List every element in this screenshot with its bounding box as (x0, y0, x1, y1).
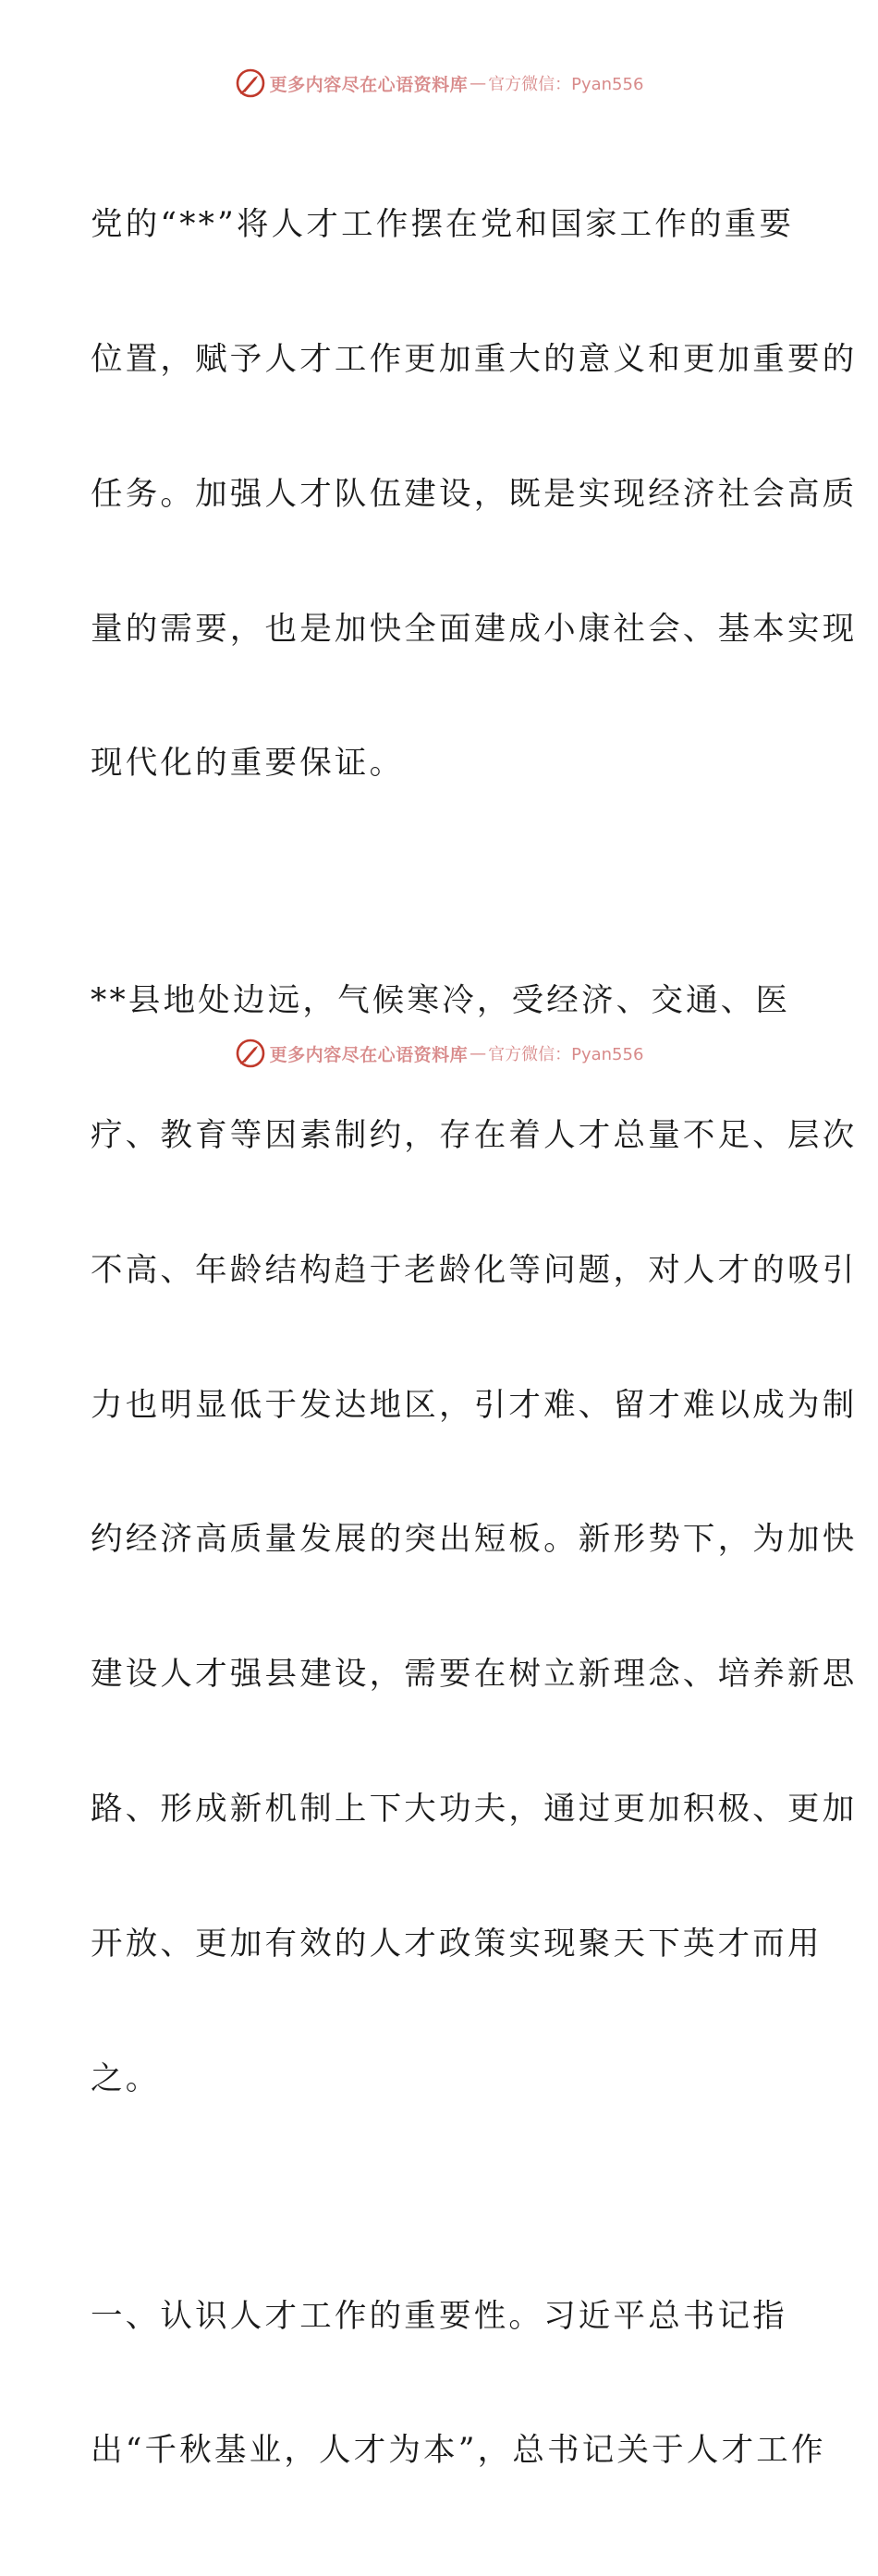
text-line: 建设人才强县建设，需要在树立新理念、培养新思 (91, 1656, 858, 1694)
pen-logo-icon (235, 1038, 266, 1069)
document-body (91, 113, 858, 2576)
text-line: 任务。加强人才队伍建设，既是实现经济社会高质 (91, 475, 858, 513)
text-line: 一、认识人才工作的重要性。习近平总书记指 (91, 2297, 787, 2335)
watermark-header (0, 67, 878, 100)
watermark-dash: — (469, 73, 487, 93)
text-line: **县地处边远，气候寒冷，受经济、交通、医 (91, 982, 791, 1020)
watermark-footer (0, 1037, 878, 1070)
watermark-title: 更多内容尽在心语资料库 (269, 74, 469, 95)
text-line: 路、形成新机制上下大功夫，通过更加积极、更加 (91, 1790, 858, 1828)
text-line: 现代化的重要保证。 (91, 745, 405, 783)
text-line: 开放、更加有效的人才政策实现聚天下英才而用 (91, 1925, 823, 1962)
text-line: 位置，赋予人才工作更加重大的意义和更加重要的 (91, 340, 858, 378)
text-line: 约经济高质量发展的突出短板。新形势下，为加快 (91, 1521, 858, 1559)
paragraph-1 (91, 113, 858, 876)
watermark-dash: — (469, 1043, 487, 1063)
text-line: 力也明显低于发达地区，引才难、留才难以成为制 (91, 1386, 858, 1424)
watermark-title: 更多内容尽在心语资料库 (269, 1044, 469, 1065)
text-line: 不高、年龄结构趋于老龄化等问题，对人才的吸引 (91, 1251, 858, 1289)
pen-logo-icon (235, 67, 266, 99)
paragraph-2 (91, 889, 858, 2191)
text-line: 疗、教育等因素制约，存在着人才总量不足、层次 (91, 1117, 858, 1155)
watermark-wechat: 官方微信：Pyan556 (488, 75, 644, 94)
text-line: 量的需要，也是加快全面建成小康社会、基本实现 (91, 610, 858, 648)
paragraph-3 (91, 2204, 826, 2563)
watermark-wechat: 官方微信：Pyan556 (488, 1045, 644, 1064)
text-line: 党的“**”将人才工作摆在党和国家工作的重要 (91, 206, 795, 244)
text-line: 出“千秋基业，人才为本”，总书记关于人才工作 (91, 2432, 826, 2470)
text-line: 之。 (91, 2060, 161, 2097)
